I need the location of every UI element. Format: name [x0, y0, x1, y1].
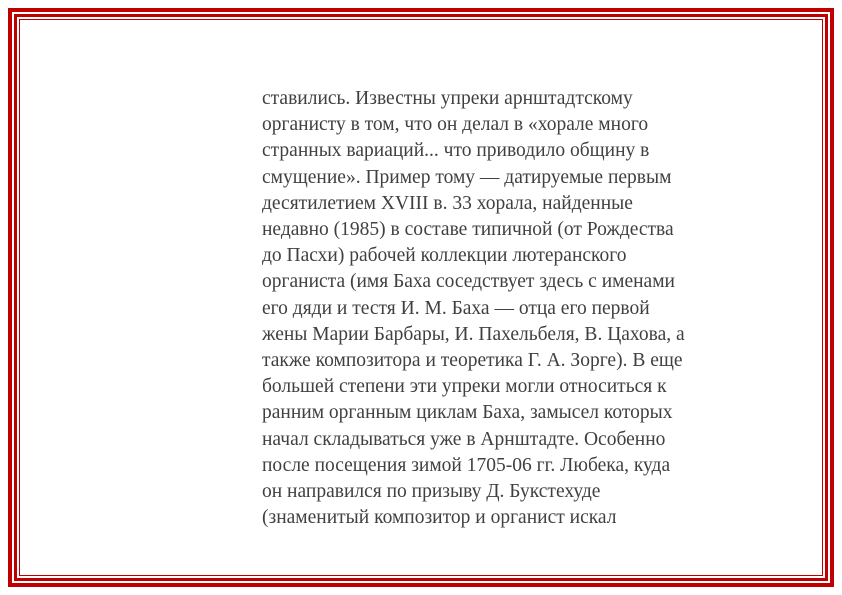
- body-text: [262, 86, 762, 531]
- text-line: после посещения зимой 1705-06 гг. Любека, куда: [262, 454, 671, 476]
- text-line: десятилетием XVIII в. 33 хорала, найденные: [262, 192, 633, 214]
- text-line: большей степени эти упреки могли относиться к: [262, 376, 667, 398]
- text-line: органисту в том, что он делал в «хорале много: [262, 114, 649, 136]
- text-line: он направился по призыву Д. Букстехуде: [262, 481, 601, 503]
- text-line: странных вариаций... что приводило общину в: [262, 140, 650, 162]
- text-line: его дяди и тестя И. М. Баха — отца его первой: [262, 297, 650, 319]
- text-line: до Пасхи) рабочей коллекции лютеранского: [262, 245, 627, 267]
- text-line: недавно (1985) в составе типичной (от Рождества: [262, 219, 674, 241]
- text-line: ставились. Известны упреки арнштадтскому: [262, 88, 633, 109]
- text-line: смущение». Пример тому — датируемые первым: [262, 166, 672, 188]
- text-line: (знаменитый композитор и органист искал: [262, 507, 617, 529]
- text-line: также композитора и теоретика Г. А. Зорге). В еще: [262, 350, 683, 372]
- text-line: ранним органным циклам Баха, замысел которых: [262, 402, 673, 424]
- text-line: органиста (имя Баха соседствует здесь с именами: [262, 271, 675, 293]
- text-line: жены Марии Барбары, И. Пахельбеля, В. Цахова, а: [262, 323, 685, 345]
- text-line: начал складываться уже в Арнштадте. Особенно: [262, 428, 666, 450]
